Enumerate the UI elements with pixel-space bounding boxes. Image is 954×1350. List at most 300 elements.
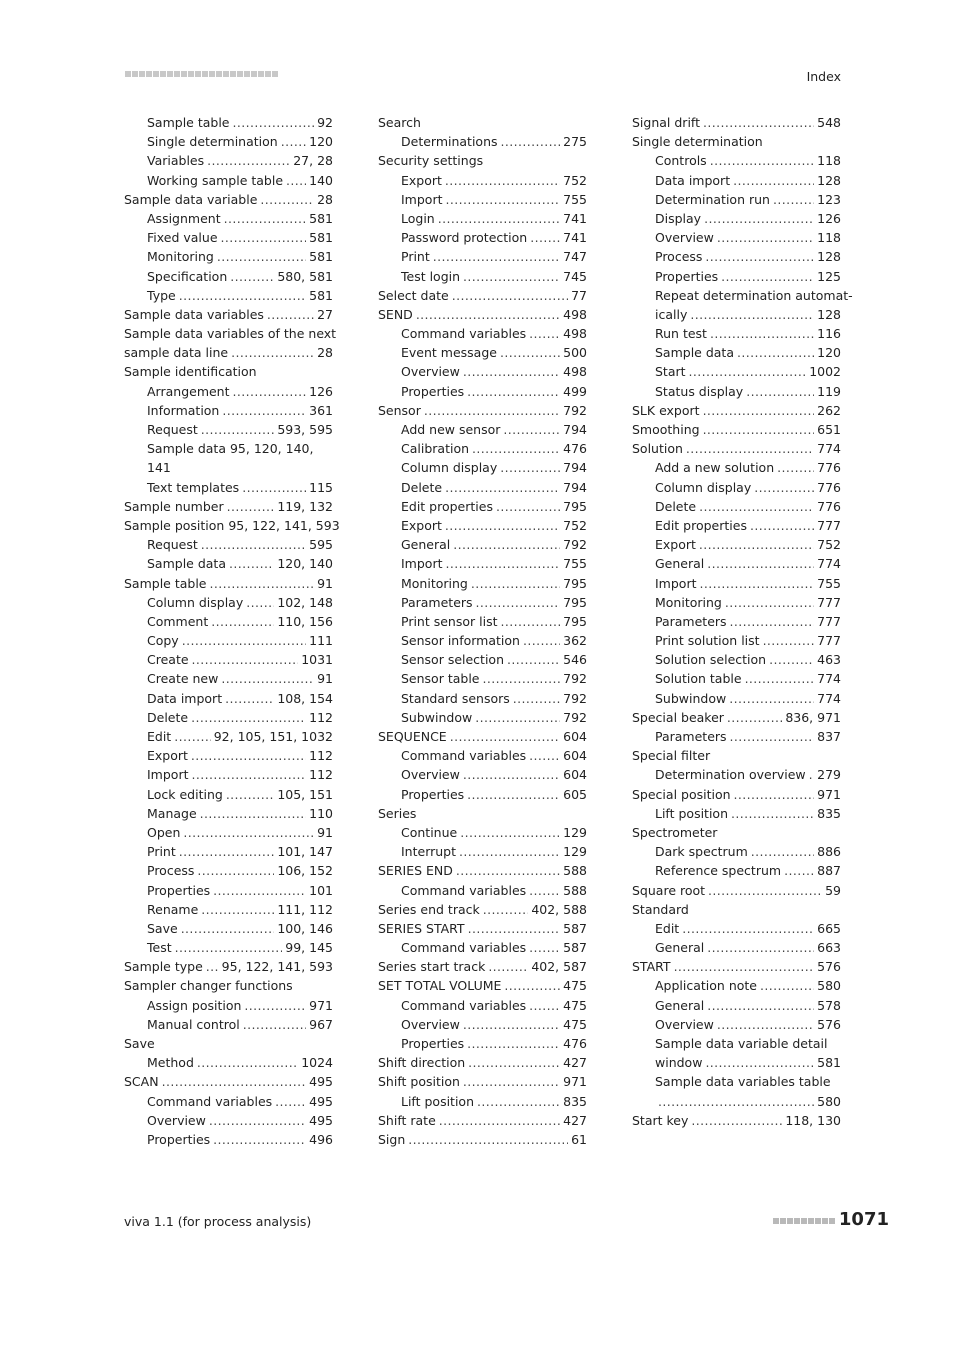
index-page-refs: 792 — [563, 690, 587, 706]
index-entry — [632, 132, 841, 151]
index-page-refs: 27 — [317, 306, 333, 322]
index-page-refs: 275 — [563, 134, 587, 150]
index-term: Command variables — [147, 1093, 273, 1109]
index-term: Monitoring — [147, 249, 214, 265]
index-page-refs: 774 — [817, 441, 841, 457]
dot-leader — [686, 439, 814, 458]
dot-leader — [433, 247, 560, 266]
index-term: Command variables — [401, 997, 527, 1013]
index-term: Smoothing — [632, 422, 700, 437]
index-subentry — [378, 574, 587, 593]
index-page-refs: 362 — [563, 633, 587, 649]
index-page-refs: 126 — [817, 210, 841, 226]
index-page-refs: 887 — [817, 863, 841, 879]
index-term: sample data line — [124, 345, 229, 361]
index-subentry — [378, 535, 587, 554]
dot-leader — [809, 765, 815, 784]
index-term: Open — [147, 824, 181, 840]
index-subentry — [124, 401, 333, 420]
decoration-square — [265, 71, 271, 77]
index-term: Repeat determination automat- — [655, 287, 853, 303]
index-page-refs: 588 — [563, 882, 587, 898]
index-term: Sample table — [147, 115, 230, 130]
index-term: Shift direction — [378, 1055, 466, 1071]
index-page-refs: 499 — [563, 383, 587, 399]
dot-leader — [439, 1111, 560, 1130]
index-subentry — [378, 1092, 587, 1111]
index-term: Reference spectrum — [655, 863, 782, 879]
dot-leader — [463, 267, 560, 286]
index-term: Import — [655, 575, 697, 591]
index-page-refs: 112 — [309, 767, 333, 783]
index-page-refs: 548 — [817, 115, 841, 130]
index-subentry — [124, 919, 333, 938]
index-subentry — [124, 650, 333, 669]
index-term: Lift position — [401, 1093, 475, 1109]
index-page-refs: 774 — [817, 556, 841, 572]
dot-leader — [468, 919, 561, 938]
index-page-refs: 777 — [817, 613, 841, 629]
index-term: Sensor — [378, 402, 421, 418]
index-page-refs: 498 — [563, 326, 587, 342]
index-term: Sample data variables table — [655, 1074, 831, 1090]
index-term: Properties — [401, 786, 465, 802]
decoration-square — [195, 71, 201, 77]
index-term: Sample number — [124, 498, 224, 514]
index-entry — [124, 957, 333, 976]
index-term: Sample identification — [124, 364, 257, 380]
dot-leader — [477, 1092, 560, 1111]
dot-leader — [731, 804, 814, 823]
index-term: General — [655, 940, 705, 956]
index-term: Search — [378, 115, 421, 130]
index-term: Series — [378, 805, 417, 821]
index-subentry — [378, 631, 587, 650]
dot-leader — [483, 900, 529, 919]
dot-leader — [179, 286, 306, 305]
index-term: Process — [655, 249, 703, 265]
index-subentry — [632, 286, 853, 305]
index-subentry — [632, 535, 841, 554]
index-term: Spectrometer — [632, 824, 718, 840]
decoration-square — [251, 71, 257, 77]
index-term: Single determination — [147, 134, 278, 150]
index-subentry — [632, 976, 841, 995]
index-subentry — [378, 785, 587, 804]
dot-leader — [745, 669, 815, 688]
index-term: SERIES END — [378, 863, 453, 879]
index-term: Delete — [655, 498, 697, 514]
index-term: Variables — [147, 153, 205, 169]
index-subentry — [124, 708, 333, 727]
dot-leader — [275, 1092, 306, 1111]
index-subentry — [124, 1015, 333, 1034]
index-subentry — [124, 478, 333, 497]
index-term: Data import — [147, 690, 223, 706]
index-page-refs: 99, 145 — [285, 940, 333, 956]
index-page-refs: 129 — [563, 824, 587, 840]
dot-leader — [446, 190, 561, 209]
dot-leader — [529, 881, 560, 900]
index-subentry — [124, 209, 333, 228]
index-entry — [378, 1072, 587, 1091]
index-page-refs: 496 — [309, 1131, 333, 1147]
decoration-square — [237, 71, 243, 77]
index-term: Login — [401, 210, 435, 226]
index-page-refs: 604 — [563, 748, 587, 764]
dot-leader — [707, 996, 814, 1015]
dot-leader — [707, 938, 814, 957]
index-term: Overview — [655, 230, 714, 246]
index-page-refs: 101 — [309, 882, 333, 898]
index-term: Calibration — [401, 441, 470, 457]
index-subentry — [124, 785, 333, 804]
decoration-square — [780, 1218, 786, 1224]
dot-leader — [700, 574, 815, 593]
index-page-refs: 1031 — [301, 652, 333, 668]
index-entry — [124, 324, 337, 343]
index-page-refs: 741 — [563, 210, 587, 226]
index-subentry — [124, 938, 333, 957]
index-subentry — [632, 727, 841, 746]
dot-leader — [182, 631, 306, 650]
index-subentry — [632, 1072, 841, 1091]
index-page-refs: 777 — [817, 517, 841, 533]
index-page-refs: 581 — [309, 249, 333, 265]
index-subentry — [124, 151, 333, 170]
dot-leader — [224, 209, 307, 228]
index-page-refs: 116 — [817, 326, 841, 342]
index-subentry — [632, 516, 841, 535]
index-term: window — [655, 1055, 703, 1071]
index-entry — [378, 113, 587, 132]
dot-leader — [750, 516, 814, 535]
dot-leader — [500, 612, 560, 631]
index-entry — [378, 151, 587, 170]
dot-leader — [690, 305, 814, 324]
index-page-refs: 111, 112 — [277, 901, 333, 917]
index-term: Sample data variable — [124, 191, 258, 207]
index-entry — [124, 497, 333, 516]
index-page-refs: 776 — [817, 479, 841, 495]
index-term: Manage — [147, 805, 197, 821]
index-entry — [632, 785, 841, 804]
dot-leader — [472, 439, 560, 458]
index-page-refs: 795 — [563, 498, 587, 514]
dot-leader — [710, 151, 814, 170]
index-term: General — [655, 997, 705, 1013]
index-term: Create — [147, 652, 189, 668]
index-term: Sample data — [655, 345, 734, 361]
index-subentry — [124, 1092, 333, 1111]
index-term: Interrupt — [401, 844, 457, 860]
index-term: Assign position — [147, 997, 242, 1013]
index-entry — [378, 861, 587, 880]
index-subentry — [378, 650, 587, 669]
index-page-refs: 128 — [817, 249, 841, 265]
dot-leader — [467, 382, 560, 401]
dot-leader — [529, 938, 560, 957]
index-page-refs: 886 — [817, 844, 841, 860]
index-page-refs: 588 — [563, 863, 587, 879]
index-term: Import — [147, 767, 189, 783]
index-subentry — [124, 689, 333, 708]
index-entry — [632, 881, 841, 900]
index-term: Overview — [655, 1016, 714, 1032]
dot-leader — [445, 171, 560, 190]
index-term: 141 — [147, 460, 171, 476]
index-term: Text templates — [147, 479, 240, 495]
index-subentry — [378, 324, 587, 343]
index-page-refs: 95, 122, 141, 593 — [221, 959, 333, 975]
index-page-refs: 777 — [817, 633, 841, 649]
index-subentry — [632, 1015, 841, 1034]
index-term: Properties — [147, 1131, 211, 1147]
index-subentry — [378, 823, 587, 842]
dot-leader — [500, 343, 560, 362]
index-page-refs: 747 — [563, 249, 587, 265]
dot-leader — [221, 669, 314, 688]
index-term: Delete — [401, 479, 443, 495]
index-entry — [124, 1034, 333, 1053]
index-term: Shift rate — [378, 1112, 436, 1128]
index-term: Status display — [655, 383, 744, 399]
decoration-square — [244, 71, 250, 77]
index-page-refs: 91 — [317, 671, 333, 687]
footer-document-title: viva 1.1 (for process analysis) — [124, 1214, 312, 1229]
dot-leader — [658, 1092, 814, 1111]
dot-leader — [784, 861, 814, 880]
index-term: Fixed value — [147, 230, 218, 246]
index-term: Sample table — [124, 575, 207, 591]
dot-leader — [501, 132, 561, 151]
index-subentry — [378, 996, 587, 1015]
index-page-refs: 580 — [817, 1093, 841, 1109]
index-term: Command variables — [401, 940, 527, 956]
dot-leader — [703, 401, 815, 420]
index-term: Assignment — [147, 210, 221, 226]
index-column-1 — [124, 113, 340, 1149]
index-page-refs: 755 — [563, 191, 587, 207]
index-subentry — [378, 746, 587, 765]
index-entry — [124, 362, 333, 381]
dot-leader — [530, 228, 560, 247]
index-term: Sensor selection — [401, 652, 505, 668]
decoration-square — [125, 71, 131, 77]
index-page-refs: 663 — [817, 940, 841, 956]
dot-leader — [737, 343, 814, 362]
index-page-refs: 776 — [817, 498, 841, 514]
index-page-refs: 576 — [817, 959, 841, 975]
index-term: General — [655, 556, 705, 572]
index-page-refs: 92 — [317, 115, 333, 130]
index-page-refs: 587 — [563, 920, 587, 936]
dot-leader — [513, 689, 560, 708]
index-subentry — [632, 247, 841, 266]
index-term: Edit — [147, 729, 172, 744]
index-page-refs: 120 — [817, 345, 841, 361]
index-subentry — [632, 574, 841, 593]
index-term: Dark spectrum — [655, 844, 748, 860]
index-term: SEQUENCE — [378, 729, 447, 744]
dot-leader — [446, 554, 561, 573]
index-entry — [378, 286, 587, 305]
index-subentry — [124, 382, 333, 401]
index-subentry — [124, 631, 333, 650]
index-subentry — [124, 612, 333, 631]
dot-leader — [233, 382, 307, 401]
dot-leader — [721, 267, 814, 286]
dot-leader — [445, 516, 560, 535]
index-term: Monitoring — [655, 594, 722, 610]
index-entry — [632, 823, 841, 842]
index-term: Series start track — [378, 959, 486, 975]
index-page-refs: 745 — [563, 268, 587, 284]
index-page-refs: 115 — [309, 479, 333, 495]
dot-leader — [504, 976, 560, 995]
dot-leader — [529, 996, 560, 1015]
index-subentry — [124, 842, 333, 861]
index-page-refs: 971 — [817, 786, 841, 802]
index-page-refs: 836, 971 — [785, 709, 841, 725]
index-subentry — [632, 343, 841, 362]
decoration-square — [167, 71, 173, 77]
index-subentry — [124, 228, 333, 247]
dot-leader — [217, 247, 306, 266]
index-term: Specification — [147, 268, 228, 284]
index-term: Add a new solution — [655, 460, 775, 476]
index-term: Save — [147, 920, 178, 936]
index-page-refs: 105, 151 — [277, 786, 333, 802]
dot-leader — [174, 727, 211, 746]
index-term: Subwindow — [655, 690, 727, 706]
index-subentry — [632, 458, 841, 477]
index-subentry — [378, 247, 587, 266]
index-entry — [378, 957, 587, 976]
index-page-refs: 651 — [817, 422, 841, 437]
index-subentry — [124, 420, 333, 439]
index-page-refs: 128 — [817, 172, 841, 188]
dot-leader — [707, 554, 814, 573]
decoration-square — [773, 1218, 779, 1224]
dot-leader — [733, 171, 814, 190]
index-term: General — [401, 537, 451, 553]
index-subentry — [378, 458, 587, 477]
index-page-refs: 112 — [309, 748, 333, 764]
index-term: Delete — [147, 709, 189, 725]
index-entry — [124, 343, 333, 362]
decoration-square — [209, 71, 215, 77]
index-page-refs: 101, 147 — [277, 844, 333, 860]
index-subentry — [378, 190, 587, 209]
index-term: Properties — [401, 383, 465, 399]
index-term: Sensor table — [401, 671, 480, 687]
index-page-refs: 774 — [817, 671, 841, 687]
index-term: START — [632, 959, 671, 975]
index-subentry — [124, 727, 333, 746]
decoration-square — [230, 71, 236, 77]
dot-leader — [769, 650, 814, 669]
index-page-refs: 119 — [817, 383, 841, 399]
index-term: Export — [401, 517, 442, 533]
index-term: Overview — [147, 1112, 206, 1128]
dot-leader — [475, 708, 560, 727]
index-page-refs: 402, 588 — [531, 901, 587, 917]
index-term: Working sample table — [147, 172, 284, 188]
index-term: Sampler changer functions — [124, 978, 293, 994]
index-page-refs: 580 — [817, 978, 841, 994]
index-term: Monitoring — [401, 575, 468, 591]
dot-leader — [463, 765, 560, 784]
index-entry — [632, 401, 841, 420]
index-subentry — [378, 765, 587, 784]
index-term: Add new sensor — [401, 422, 501, 437]
index-subentry — [124, 113, 333, 132]
index-subentry — [378, 343, 587, 362]
dot-leader — [175, 938, 283, 957]
dot-leader — [209, 1111, 306, 1130]
index-term: Request — [147, 422, 198, 437]
index-term: Sample data variables of the next — [124, 326, 337, 342]
dot-leader — [201, 535, 306, 554]
decoration-square — [216, 71, 222, 77]
dot-leader — [682, 919, 814, 938]
decoration-square — [188, 71, 194, 77]
index-page-refs: 593, 595 — [277, 422, 333, 437]
index-term: SLK export — [632, 402, 700, 418]
index-term: Test login — [401, 268, 461, 284]
index-page-refs: 475 — [563, 997, 587, 1013]
dot-leader — [226, 785, 275, 804]
index-term: Sample type — [124, 959, 203, 975]
index-page-refs: 427 — [563, 1112, 587, 1128]
dot-leader — [230, 267, 274, 286]
dot-leader — [691, 1111, 782, 1130]
index-page-refs: 795 — [563, 613, 587, 629]
decoration-square — [787, 1218, 793, 1224]
index-subentry — [378, 439, 587, 458]
dot-leader — [467, 1034, 560, 1053]
dot-leader — [496, 497, 560, 516]
dot-leader — [206, 957, 219, 976]
dot-leader — [523, 631, 560, 650]
index-page-refs: 92, 105, 151, 1032 — [213, 729, 333, 744]
decoration-square — [829, 1218, 835, 1224]
dot-leader — [416, 305, 560, 324]
index-page-refs: 463 — [817, 652, 841, 668]
index-column-3 — [632, 113, 853, 1130]
dot-leader — [751, 842, 814, 861]
index-subentry — [124, 171, 333, 190]
index-page-refs: 580, 581 — [277, 268, 333, 284]
index-term: ically — [655, 306, 688, 322]
index-entry — [632, 746, 841, 765]
dot-leader — [463, 1072, 560, 1091]
index-subentry — [378, 171, 587, 190]
index-subentry — [378, 593, 587, 612]
index-subentry — [632, 593, 841, 612]
index-subentry — [632, 151, 841, 170]
index-page-refs: 495 — [309, 1112, 333, 1128]
index-term: Security settings — [378, 153, 484, 169]
index-entry — [632, 439, 841, 458]
dot-leader — [191, 708, 306, 727]
index-subentry — [378, 382, 587, 401]
index-subentry — [632, 938, 841, 957]
dot-leader — [267, 305, 314, 324]
index-term: Type — [147, 287, 176, 303]
index-page-refs: 118, 130 — [785, 1112, 841, 1128]
